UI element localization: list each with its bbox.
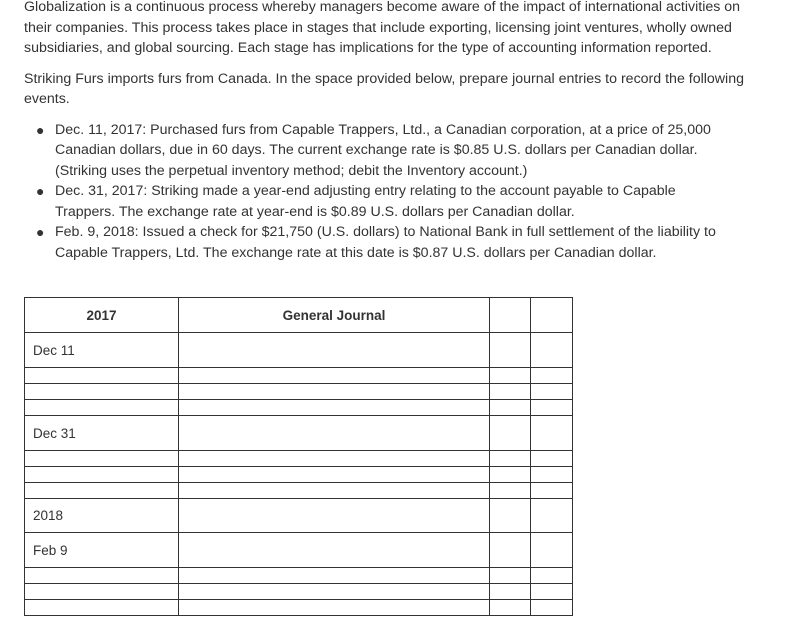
table-row	[25, 416, 573, 451]
event-item	[36, 120, 764, 182]
event-item	[36, 222, 764, 263]
account-cell[interactable]	[179, 333, 490, 368]
bullet-icon: ●	[36, 121, 45, 138]
debit-cell[interactable]	[490, 333, 531, 368]
date-cell	[25, 467, 179, 483]
table-row	[25, 333, 573, 368]
question-content	[24, 0, 764, 263]
debit-cell[interactable]	[490, 416, 531, 451]
credit-cell[interactable]	[531, 584, 573, 600]
event-line: Feb. 9, 2018: Issued a check for $21,750 (U.S. dollars) to National Bank in full settlement of the liability to	[55, 224, 716, 240]
account-cell[interactable]	[179, 400, 490, 416]
account-cell[interactable]	[179, 416, 490, 451]
table-row	[25, 584, 573, 600]
date-cell	[25, 368, 179, 384]
event-item	[36, 181, 764, 222]
account-cell[interactable]	[179, 600, 490, 616]
date-cell: Dec 31	[25, 416, 179, 451]
date-cell	[25, 483, 179, 499]
table-row	[25, 483, 573, 499]
task-paragraph: Striking Furs imports furs from Canada. In the space provided below, prepare journal entries to record the following events.	[24, 70, 744, 107]
account-cell[interactable]	[179, 483, 490, 499]
events-list	[24, 120, 764, 264]
credit-cell[interactable]	[531, 600, 573, 616]
debit-cell[interactable]	[490, 384, 531, 400]
debit-cell[interactable]	[490, 600, 531, 616]
debit-cell[interactable]	[490, 483, 531, 499]
table-header-row	[25, 298, 573, 333]
credit-cell[interactable]	[531, 384, 573, 400]
credit-cell[interactable]	[531, 499, 573, 533]
credit-cell[interactable]	[531, 451, 573, 467]
year-cell: 2018	[25, 499, 179, 533]
date-cell: Dec 11	[25, 333, 179, 368]
account-cell[interactable]	[179, 533, 490, 568]
table-row	[25, 451, 573, 467]
event-line: Dec. 31, 2017: Striking made a year-end adjusting entry relating to the account payable to Capable	[55, 183, 676, 199]
table-row	[25, 568, 573, 584]
event-line: (Striking uses the perpetual inventory method; debit the Inventory account.)	[55, 162, 528, 179]
account-cell[interactable]	[179, 467, 490, 483]
debit-cell[interactable]	[490, 568, 531, 584]
debit-cell[interactable]	[490, 467, 531, 483]
date-cell	[25, 400, 179, 416]
event-line: Canadian dollars, due in 60 days. The current exchange rate is $0.85 U.S. dollars per Canadian dollar.	[55, 142, 698, 158]
header-general-journal: General Journal	[179, 298, 490, 333]
header-debit-cell	[490, 298, 531, 333]
credit-cell[interactable]	[531, 533, 573, 568]
table-row	[25, 384, 573, 400]
event-line: Capable Trappers, Ltd. The exchange rate at this date is $0.87 U.S. dollars per Canadian dollar.	[55, 244, 657, 261]
debit-cell[interactable]	[490, 400, 531, 416]
credit-cell[interactable]	[531, 416, 573, 451]
credit-cell[interactable]	[531, 333, 573, 368]
credit-cell[interactable]	[531, 568, 573, 584]
table-row	[25, 499, 573, 533]
debit-cell[interactable]	[490, 584, 531, 600]
general-journal-table	[24, 297, 573, 616]
credit-cell[interactable]	[531, 400, 573, 416]
table-row	[25, 400, 573, 416]
table-row	[25, 467, 573, 483]
account-cell[interactable]	[179, 451, 490, 467]
bullet-icon: ●	[36, 183, 45, 199]
credit-cell[interactable]	[531, 368, 573, 384]
table-row	[25, 368, 573, 384]
date-cell: Feb 9	[25, 533, 179, 568]
account-cell[interactable]	[179, 568, 490, 584]
debit-cell[interactable]	[490, 499, 531, 533]
header-credit-cell	[531, 298, 573, 333]
table-row	[25, 533, 573, 568]
table-row	[25, 600, 573, 616]
debit-cell[interactable]	[490, 368, 531, 384]
date-cell	[25, 384, 179, 400]
date-cell	[25, 568, 179, 584]
event-line: Trappers. The exchange rate at year-end is $0.89 U.S. dollars per Canadian dollar.	[55, 203, 575, 220]
date-cell	[25, 451, 179, 467]
credit-cell[interactable]	[531, 483, 573, 499]
date-cell	[25, 600, 179, 616]
account-cell[interactable]	[179, 368, 490, 384]
event-line: Dec. 11, 2017: Purchased furs from Capable Trappers, Ltd., a Canadian corporation, at a price of 25,000	[55, 121, 711, 138]
intro-paragraph: Globalization is a continuous process whereby managers become aware of the impact of international activities on their companies. This process takes place in stages that include exporting, licensing joint ventures, wholly owned subsidiaries, and global sourcing. Each stage has implications for the type of accounting information reported.	[24, 0, 741, 56]
debit-cell[interactable]	[490, 533, 531, 568]
bullet-icon: ●	[36, 224, 45, 240]
date-cell	[25, 584, 179, 600]
debit-cell[interactable]	[490, 451, 531, 467]
header-year: 2017	[25, 298, 179, 333]
account-cell[interactable]	[179, 499, 490, 533]
credit-cell[interactable]	[531, 467, 573, 483]
account-cell[interactable]	[179, 584, 490, 600]
account-cell[interactable]	[179, 384, 490, 400]
